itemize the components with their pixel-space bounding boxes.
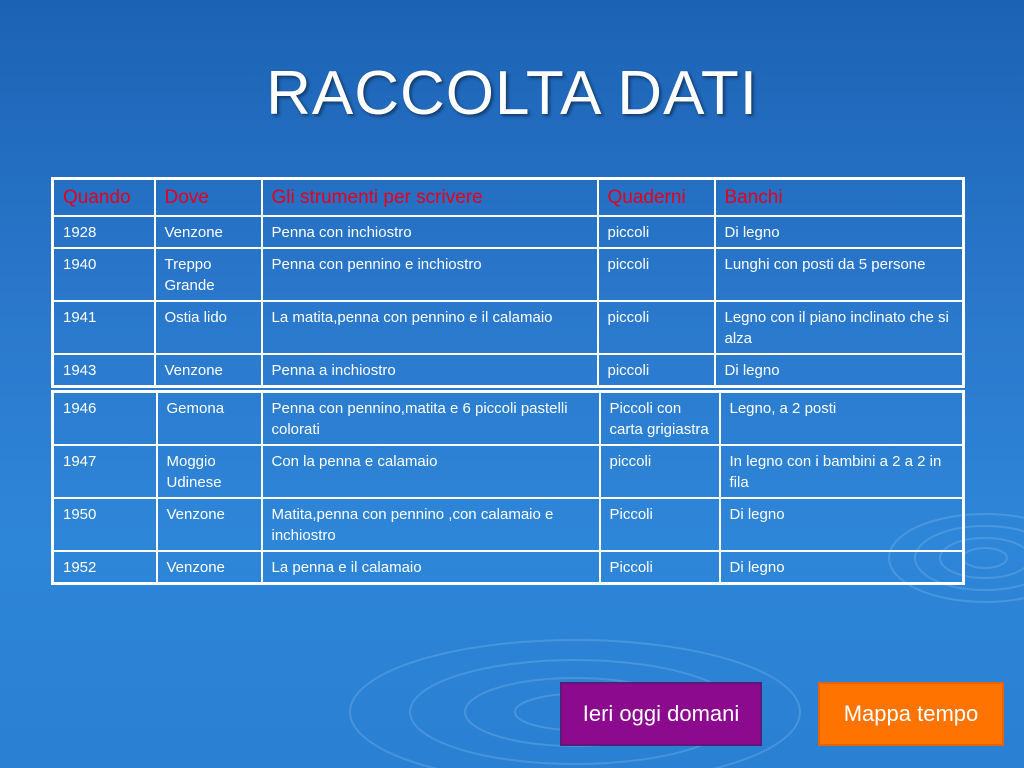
table-row	[53, 498, 964, 551]
header-dove: Dove	[155, 179, 262, 217]
mappa-tempo-button[interactable]: Mappa tempo	[818, 682, 1004, 746]
cell-strumenti: Penna con pennino e inchiostro	[262, 248, 598, 301]
cell-strumenti: Penna con inchiostro	[262, 216, 598, 248]
cell-quaderni: piccoli	[598, 248, 715, 301]
header-quando: Quando	[53, 179, 155, 217]
cell-quaderni: piccoli	[598, 354, 715, 387]
table-row	[53, 354, 964, 387]
cell-dove: Venzone	[157, 551, 262, 584]
cell-dove: Treppo Grande	[155, 248, 262, 301]
header-strumenti: Gli strumenti per scrivere	[262, 179, 598, 217]
cell-quaderni: piccoli	[600, 445, 720, 498]
table-row	[53, 551, 964, 584]
table-row	[53, 301, 964, 354]
cell-dove: Ostia lido	[155, 301, 262, 354]
ieri-oggi-domani-button[interactable]: Ieri oggi domani	[560, 682, 762, 746]
cell-banchi: Lunghi con posti da 5 persone	[715, 248, 964, 301]
cell-banchi: Legno, a 2 posti	[720, 392, 964, 446]
cell-strumenti: Penna a inchiostro	[262, 354, 598, 387]
table-row	[53, 445, 964, 498]
cell-strumenti: Penna con pennino,matita e 6 piccoli pastelli colorati	[262, 392, 600, 446]
cell-banchi: Di legno	[720, 551, 964, 584]
cell-quando: 1947	[53, 445, 157, 498]
cell-quando: 1952	[53, 551, 157, 584]
cell-dove: Venzone	[157, 498, 262, 551]
table-row	[53, 248, 964, 301]
cell-banchi: In legno con i bambini a 2 a 2 in fila	[720, 445, 964, 498]
cell-quando: 1950	[53, 498, 157, 551]
cell-dove: Moggio Udinese	[157, 445, 262, 498]
cell-banchi: Di legno	[715, 216, 964, 248]
data-table-2	[51, 390, 965, 585]
page-title: RACCOLTA DATI	[266, 59, 758, 128]
cell-banchi: Di legno	[715, 354, 964, 387]
cell-strumenti: Matita,penna con pennino ,con calamaio e inchiostro	[262, 498, 600, 551]
table-row	[53, 216, 964, 248]
cell-dove: Gemona	[157, 392, 262, 446]
cell-banchi: Di legno	[720, 498, 964, 551]
cell-quaderni: piccoli	[598, 301, 715, 354]
table-header-row	[53, 179, 964, 217]
cell-strumenti: La matita,penna con pennino e il calamaio	[262, 301, 598, 354]
cell-quando: 1943	[53, 354, 155, 387]
table-row	[53, 392, 964, 446]
cell-quando: 1946	[53, 392, 157, 446]
cell-quando: 1941	[53, 301, 155, 354]
cell-strumenti: Con la penna e calamaio	[262, 445, 600, 498]
cell-quaderni: Piccoli	[600, 498, 720, 551]
cell-quaderni: Piccoli	[600, 551, 720, 584]
cell-quaderni: Piccoli con carta grigiastra	[600, 392, 720, 446]
cell-quaderni: piccoli	[598, 216, 715, 248]
cell-quando: 1940	[53, 248, 155, 301]
cell-dove: Venzone	[155, 216, 262, 248]
cell-dove: Venzone	[155, 354, 262, 387]
header-quaderni: Quaderni	[598, 179, 715, 217]
cell-banchi: Legno con il piano inclinato che si alza	[715, 301, 964, 354]
cell-strumenti: La penna e il calamaio	[262, 551, 600, 584]
header-banchi: Banchi	[715, 179, 964, 217]
cell-quando: 1928	[53, 216, 155, 248]
data-table-1	[51, 177, 965, 388]
